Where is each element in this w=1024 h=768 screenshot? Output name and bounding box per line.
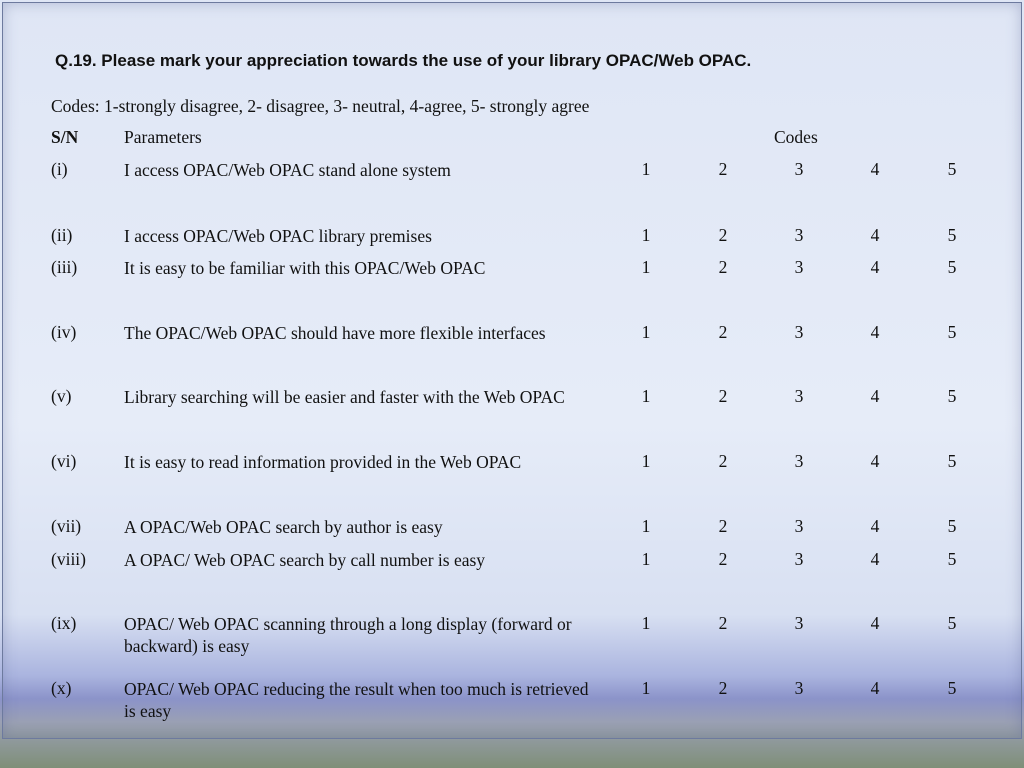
code-option-1: 1 bbox=[641, 386, 651, 406]
code-option-5: 5 bbox=[947, 386, 957, 406]
code-option-3: 3 bbox=[794, 322, 804, 342]
row-parameter: It is easy to be familiar with this OPAC/Web OPAC bbox=[124, 258, 486, 278]
code-option-5: 5 bbox=[947, 613, 957, 633]
code-option-2: 2 bbox=[718, 257, 728, 277]
row-parameter: Library searching will be easier and faster with the Web OPAC bbox=[124, 387, 565, 407]
row-parameter: OPAC/ Web OPAC reducing the result when too much is retrieved is easy bbox=[124, 679, 589, 721]
code-option-4: 4 bbox=[870, 516, 880, 536]
row-sn: (v) bbox=[51, 386, 72, 406]
row-sn: (ii) bbox=[51, 225, 73, 245]
code-option-4: 4 bbox=[870, 322, 880, 342]
code-option-1: 1 bbox=[641, 678, 651, 698]
code-option-2: 2 bbox=[718, 451, 728, 471]
row-sn: (vii) bbox=[51, 516, 82, 536]
row-parameter: I access OPAC/Web OPAC stand alone system bbox=[124, 160, 451, 180]
header-codes: Codes bbox=[774, 127, 818, 147]
code-option-3: 3 bbox=[794, 386, 804, 406]
code-option-2: 2 bbox=[718, 613, 728, 633]
code-option-1: 1 bbox=[641, 225, 651, 245]
row-parameter: OPAC/ Web OPAC scanning through a long display (forward or backward) is easy bbox=[124, 614, 572, 656]
code-option-4: 4 bbox=[870, 225, 880, 245]
code-option-3: 3 bbox=[794, 225, 804, 245]
row-sn: (i) bbox=[51, 159, 68, 179]
row-sn: (viii) bbox=[51, 549, 86, 569]
code-option-3: 3 bbox=[794, 451, 804, 471]
row-parameter: A OPAC/Web OPAC search by author is easy bbox=[124, 517, 443, 537]
code-option-2: 2 bbox=[718, 678, 728, 698]
row-parameter: The OPAC/Web OPAC should have more flexible interfaces bbox=[124, 323, 546, 343]
row-sn: (ix) bbox=[51, 613, 77, 633]
code-option-4: 4 bbox=[870, 257, 880, 277]
code-option-5: 5 bbox=[947, 225, 957, 245]
code-option-3: 3 bbox=[794, 613, 804, 633]
code-option-3: 3 bbox=[794, 257, 804, 277]
code-option-4: 4 bbox=[870, 549, 880, 569]
code-option-5: 5 bbox=[947, 516, 957, 536]
code-option-1: 1 bbox=[641, 257, 651, 277]
code-option-1: 1 bbox=[641, 516, 651, 536]
code-option-5: 5 bbox=[947, 549, 957, 569]
row-sn: (x) bbox=[51, 678, 72, 698]
code-option-2: 2 bbox=[718, 322, 728, 342]
code-option-3: 3 bbox=[794, 516, 804, 536]
code-option-2: 2 bbox=[718, 549, 728, 569]
code-option-1: 1 bbox=[641, 451, 651, 471]
row-parameter: It is easy to read information provided in the Web OPAC bbox=[124, 452, 522, 472]
code-option-1: 1 bbox=[641, 613, 651, 633]
question-title: Q.19. Please mark your appreciation towards the use of your library OPAC/Web OPAC. bbox=[55, 51, 752, 70]
header-sn: S/N bbox=[51, 127, 79, 147]
code-option-5: 5 bbox=[947, 322, 957, 342]
row-parameter: I access OPAC/Web OPAC library premises bbox=[124, 226, 432, 246]
code-option-5: 5 bbox=[947, 678, 957, 698]
code-option-4: 4 bbox=[870, 613, 880, 633]
code-option-2: 2 bbox=[718, 386, 728, 406]
code-option-2: 2 bbox=[718, 159, 728, 179]
codes-legend: Codes: 1-strongly disagree, 2- disagree, 3- neutral, 4-agree, 5- strongly agree bbox=[51, 96, 590, 116]
code-option-2: 2 bbox=[718, 225, 728, 245]
row-sn: (vi) bbox=[51, 451, 77, 471]
code-option-4: 4 bbox=[870, 678, 880, 698]
row-sn: (iii) bbox=[51, 257, 78, 277]
code-option-3: 3 bbox=[794, 678, 804, 698]
code-option-5: 5 bbox=[947, 257, 957, 277]
code-option-5: 5 bbox=[947, 451, 957, 471]
row-parameter: A OPAC/ Web OPAC search by call number is easy bbox=[124, 550, 486, 570]
code-option-1: 1 bbox=[641, 549, 651, 569]
code-option-4: 4 bbox=[870, 386, 880, 406]
row-sn: (iv) bbox=[51, 322, 77, 342]
code-option-1: 1 bbox=[641, 159, 651, 179]
code-option-4: 4 bbox=[870, 159, 880, 179]
code-option-4: 4 bbox=[870, 451, 880, 471]
code-option-3: 3 bbox=[794, 549, 804, 569]
code-option-5: 5 bbox=[947, 159, 957, 179]
header-parameters: Parameters bbox=[124, 127, 202, 147]
code-option-2: 2 bbox=[718, 516, 728, 536]
code-option-3: 3 bbox=[794, 159, 804, 179]
code-option-1: 1 bbox=[641, 322, 651, 342]
